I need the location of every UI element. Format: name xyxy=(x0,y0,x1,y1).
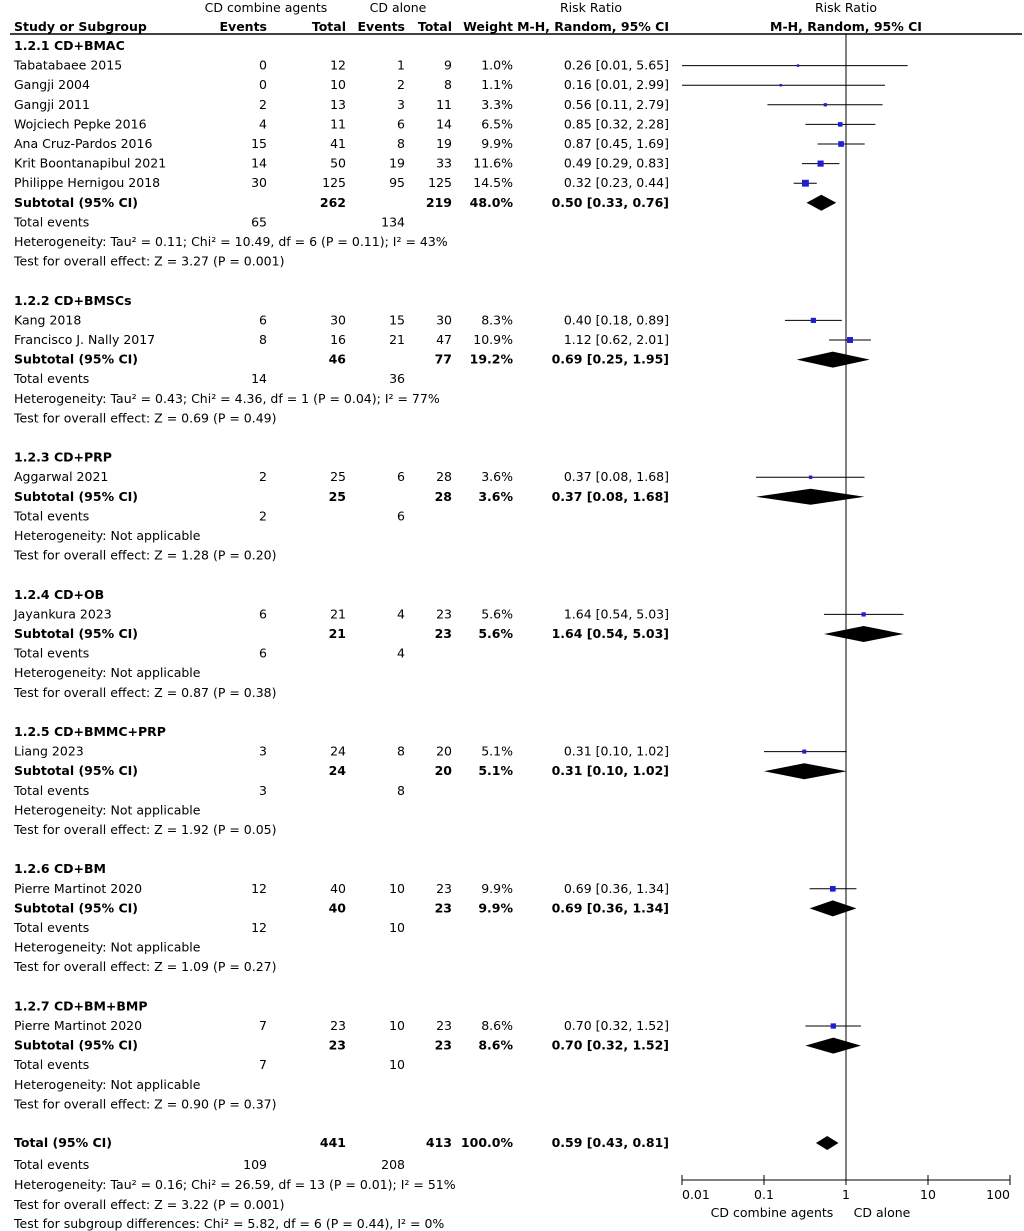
study-weight: 1.0% xyxy=(481,57,513,73)
total-events-label: Total events xyxy=(14,920,90,935)
study-name: Gangji 2004 xyxy=(14,77,90,93)
subtotal-diamond xyxy=(824,626,903,642)
study-total-combine: 40 xyxy=(330,880,346,896)
study-total-alone: 125 xyxy=(428,175,452,191)
subtotal-total-alone: 77 xyxy=(434,351,452,367)
header-total-alone: Total xyxy=(417,19,452,34)
study-name: Gangji 2011 xyxy=(14,96,90,112)
study-events-alone: 10 xyxy=(389,880,405,896)
study-weight: 5.6% xyxy=(481,606,513,622)
study-events-combine: 12 xyxy=(251,880,267,896)
header-study: Study or Subgroup xyxy=(14,19,147,34)
study-ci-text: 0.16 [0.01, 2.99] xyxy=(563,77,669,93)
grand-total-total-combine: 441 xyxy=(319,1135,346,1150)
grand-total-events-label: Total events xyxy=(14,1157,90,1172)
study-weight: 5.1% xyxy=(481,743,513,759)
header-plot-title: Risk Ratio xyxy=(815,0,877,15)
total-events-combine: 12 xyxy=(251,920,267,935)
total-events-alone: 10 xyxy=(389,1057,405,1073)
grand-total-ci-text: 0.59 [0.43, 0.81] xyxy=(551,1135,669,1150)
study-ci-text: 0.32 [0.23, 0.44] xyxy=(563,175,669,191)
study-total-combine: 13 xyxy=(330,96,346,112)
total-events-alone: 134 xyxy=(381,214,405,230)
study-total-combine: 23 xyxy=(330,1018,346,1033)
heterogeneity-text: Heterogeneity: Not applicable xyxy=(14,939,201,955)
total-events-label: Total events xyxy=(14,214,90,230)
study-name: Tabatabaee 2015 xyxy=(14,57,123,73)
subtotal-total-combine: 40 xyxy=(328,900,346,916)
total-events-combine: 6 xyxy=(259,645,267,661)
study-point-estimate xyxy=(809,475,812,478)
heterogeneity-text: Heterogeneity: Not applicable xyxy=(14,802,201,818)
study-weight: 11.6% xyxy=(473,155,513,171)
study-events-combine: 0 xyxy=(259,77,267,93)
study-name: Wojciech Pepke 2016 xyxy=(14,116,147,132)
study-events-combine: 15 xyxy=(251,136,267,151)
study-weight: 9.9% xyxy=(481,136,513,151)
x-axis-tick-label: 100 xyxy=(986,1187,1010,1202)
subtotal-weight: 48.0% xyxy=(469,194,513,210)
study-total-combine: 41 xyxy=(330,136,346,151)
study-total-alone: 23 xyxy=(436,606,452,622)
study-total-alone: 28 xyxy=(436,469,452,485)
overall-effect-text: Test for overall effect: Z = 1.28 (P = 0.20) xyxy=(14,547,277,563)
study-point-estimate xyxy=(831,1023,836,1028)
header-plot-method: M-H, Random, 95% CI xyxy=(770,19,922,34)
total-events-combine: 2 xyxy=(259,508,267,524)
study-weight: 1.1% xyxy=(481,77,513,93)
subtotal-ci-text: 0.70 [0.32, 1.52] xyxy=(551,1037,669,1053)
total-events-alone: 6 xyxy=(397,508,405,524)
study-total-combine: 30 xyxy=(330,312,346,328)
study-events-alone: 3 xyxy=(397,96,405,112)
subtotal-total-combine: 25 xyxy=(328,488,346,504)
study-name: Ana Cruz-Pardos 2016 xyxy=(14,136,153,151)
header-group-combine: CD combine agents xyxy=(204,0,328,15)
subtotal-weight: 3.6% xyxy=(478,488,513,504)
study-name: Krit Boontanapibul 2021 xyxy=(14,155,167,171)
grand-total-diamond xyxy=(816,1136,839,1150)
study-events-alone: 95 xyxy=(389,175,405,191)
header-total-combine: Total xyxy=(311,19,346,34)
study-point-estimate xyxy=(824,103,827,106)
study-total-alone: 14 xyxy=(436,116,452,132)
subtotal-weight: 5.6% xyxy=(478,626,513,641)
header-weight: Weight xyxy=(463,19,513,34)
study-events-combine: 4 xyxy=(259,116,267,132)
heterogeneity-text: Heterogeneity: Tau² = 0.43; Chi² = 4.36, df = 1 (P = 0.04); I² = 77% xyxy=(14,390,440,406)
total-events-label: Total events xyxy=(14,371,90,387)
study-events-combine: 0 xyxy=(259,57,267,73)
study-total-combine: 10 xyxy=(330,77,346,93)
study-total-alone: 33 xyxy=(436,155,452,171)
subtotal-total-alone: 20 xyxy=(434,763,452,779)
overall-effect-text: Test for overall effect: Z = 1.92 (P = 0.05) xyxy=(14,822,277,837)
study-point-estimate xyxy=(811,318,816,323)
study-events-alone: 19 xyxy=(389,155,405,171)
total-events-alone: 10 xyxy=(389,920,405,935)
study-ci-text: 0.85 [0.32, 2.28] xyxy=(563,116,669,132)
subtotal-label: Subtotal (95% CI) xyxy=(14,626,138,641)
study-weight: 10.9% xyxy=(473,332,513,347)
study-events-combine: 14 xyxy=(251,155,267,171)
subtotal-weight: 5.1% xyxy=(478,763,513,779)
favours-right-label: CD alone xyxy=(853,1205,911,1220)
study-point-estimate xyxy=(830,886,836,892)
subtotal-total-combine: 21 xyxy=(328,626,346,641)
study-name: Aggarwal 2021 xyxy=(14,469,109,485)
study-name: Jayankura 2023 xyxy=(14,606,112,622)
total-events-label: Total events xyxy=(14,508,90,524)
study-events-alone: 4 xyxy=(397,606,405,622)
study-total-combine: 12 xyxy=(330,57,346,73)
total-events-combine: 3 xyxy=(259,782,267,798)
overall-effect-text: Test for overall effect: Z = 0.69 (P = 0.49) xyxy=(14,410,277,426)
subtotal-total-alone: 23 xyxy=(434,626,452,641)
header-events-alone: Events xyxy=(357,19,405,34)
favours-left-label: CD combine agents xyxy=(710,1205,834,1220)
study-point-estimate xyxy=(779,84,782,87)
x-axis-tick-label: 0.01 xyxy=(682,1187,710,1202)
study-weight: 3.3% xyxy=(481,96,513,112)
study-weight: 3.6% xyxy=(481,469,513,485)
study-total-alone: 19 xyxy=(436,136,452,151)
subtotal-total-alone: 23 xyxy=(434,1037,452,1053)
study-name: Kang 2018 xyxy=(14,312,82,328)
grand-heterogeneity-text: Heterogeneity: Tau² = 0.16; Chi² = 26.59, df = 13 (P = 0.01); I² = 51% xyxy=(14,1177,456,1192)
study-name: Pierre Martinot 2020 xyxy=(14,880,143,896)
header-rr-method: M-H, Random, 95% CI xyxy=(517,19,669,34)
x-axis-tick-label: 0.1 xyxy=(754,1187,774,1202)
subgroup-title: 1.2.3 CD+PRP xyxy=(14,449,112,465)
study-total-alone: 23 xyxy=(436,880,452,896)
study-total-alone: 11 xyxy=(436,96,452,112)
study-ci-text: 0.40 [0.18, 0.89] xyxy=(563,312,669,328)
header-events-combine: Events xyxy=(219,19,267,34)
study-events-combine: 6 xyxy=(259,312,267,328)
subtotal-total-alone: 28 xyxy=(434,488,452,504)
study-ci-text: 0.31 [0.10, 1.02] xyxy=(563,743,669,759)
total-events-label: Total events xyxy=(14,782,90,798)
study-total-alone: 23 xyxy=(436,1018,452,1033)
total-events-label: Total events xyxy=(14,645,90,661)
subtotal-label: Subtotal (95% CI) xyxy=(14,194,138,210)
header-group-alone: CD alone xyxy=(369,0,427,15)
total-events-combine: 7 xyxy=(259,1057,267,1073)
heterogeneity-text: Heterogeneity: Not applicable xyxy=(14,1076,201,1092)
subtotal-total-combine: 24 xyxy=(328,763,346,779)
subtotal-ci-text: 0.50 [0.33, 0.76] xyxy=(551,194,669,210)
total-events-alone: 36 xyxy=(389,371,405,387)
subtotal-ci-text: 0.37 [0.08, 1.68] xyxy=(551,488,669,504)
x-axis-tick-label: 1 xyxy=(842,1187,850,1202)
total-events-combine: 65 xyxy=(251,214,267,230)
study-ci-text: 0.87 [0.45, 1.69] xyxy=(563,136,669,151)
subtotal-ci-text: 1.64 [0.54, 5.03] xyxy=(551,626,669,641)
subtotal-diamond xyxy=(756,489,864,505)
overall-effect-text: Test for overall effect: Z = 0.87 (P = 0.38) xyxy=(14,684,277,700)
study-events-alone: 15 xyxy=(389,312,405,328)
study-total-alone: 9 xyxy=(444,57,452,73)
study-ci-text: 1.12 [0.62, 2.01] xyxy=(563,332,669,347)
study-ci-text: 0.69 [0.36, 1.34] xyxy=(563,880,669,896)
subtotal-label: Subtotal (95% CI) xyxy=(14,351,138,367)
grand-total-events-alone: 208 xyxy=(381,1157,405,1172)
total-events-alone: 8 xyxy=(397,782,405,798)
subtotal-diamond xyxy=(805,1038,860,1054)
study-total-combine: 125 xyxy=(322,175,346,191)
overall-effect-text: Test for overall effect: Z = 0.90 (P = 0.37) xyxy=(14,1096,277,1112)
study-point-estimate xyxy=(802,180,809,187)
grand-total-total-alone: 413 xyxy=(425,1135,452,1150)
study-events-alone: 1 xyxy=(397,57,405,73)
study-point-estimate xyxy=(802,750,806,754)
subtotal-diamond xyxy=(797,352,870,368)
subtotal-ci-text: 0.69 [0.36, 1.34] xyxy=(551,900,669,916)
study-ci-text: 0.49 [0.29, 0.83] xyxy=(563,155,669,171)
subtotal-diamond xyxy=(764,763,847,779)
overall-effect-text: Test for overall effect: Z = 3.27 (P = 0.001) xyxy=(14,253,285,269)
grand-total-label: Total (95% CI) xyxy=(14,1135,113,1150)
study-point-estimate xyxy=(847,337,853,343)
study-events-alone: 21 xyxy=(389,332,405,347)
study-weight: 14.5% xyxy=(473,175,513,191)
subtotal-weight: 8.6% xyxy=(478,1037,513,1053)
heterogeneity-text: Heterogeneity: Not applicable xyxy=(14,528,201,543)
subtotal-total-alone: 23 xyxy=(434,900,452,916)
study-events-combine: 30 xyxy=(251,175,267,191)
subgroup-differences-text: Test for subgroup differences: Chi² = 5.82, df = 6 (P = 0.44), I² = 0% xyxy=(14,1216,445,1231)
subtotal-ci-text: 0.69 [0.25, 1.95] xyxy=(551,351,669,367)
subtotal-diamond xyxy=(810,900,857,916)
subgroup-title: 1.2.2 CD+BMSCs xyxy=(14,292,132,308)
subgroup-title: 1.2.5 CD+BMMC+PRP xyxy=(14,724,166,739)
study-weight: 9.9% xyxy=(481,880,513,896)
study-events-combine: 7 xyxy=(259,1018,267,1033)
study-ci-text: 1.64 [0.54, 5.03] xyxy=(563,606,669,622)
study-weight: 6.5% xyxy=(481,116,513,132)
study-events-combine: 2 xyxy=(259,469,267,485)
x-axis-tick-label: 10 xyxy=(920,1187,936,1202)
study-total-combine: 16 xyxy=(330,332,346,347)
heterogeneity-text: Heterogeneity: Not applicable xyxy=(14,665,201,681)
subtotal-ci-text: 0.31 [0.10, 1.02] xyxy=(551,763,669,779)
subgroup-title: 1.2.4 CD+OB xyxy=(14,586,105,602)
study-name: Pierre Martinot 2020 xyxy=(14,1018,143,1033)
study-events-alone: 10 xyxy=(389,1018,405,1033)
study-events-alone: 6 xyxy=(397,116,405,132)
study-point-estimate xyxy=(797,64,800,67)
study-ci-text: 0.26 [0.01, 5.65] xyxy=(563,57,669,73)
grand-overall-effect-text: Test for overall effect: Z = 3.22 (P = 0.001) xyxy=(14,1197,285,1212)
overall-effect-text: Test for overall effect: Z = 1.09 (P = 0.27) xyxy=(14,959,277,975)
study-total-alone: 47 xyxy=(436,332,452,347)
study-point-estimate xyxy=(861,612,865,616)
subtotal-label: Subtotal (95% CI) xyxy=(14,763,138,779)
study-total-combine: 50 xyxy=(330,155,346,171)
study-events-alone: 8 xyxy=(397,743,405,759)
study-events-combine: 8 xyxy=(259,332,267,347)
study-events-combine: 6 xyxy=(259,606,267,622)
study-point-estimate xyxy=(838,122,843,127)
study-ci-text: 0.70 [0.32, 1.52] xyxy=(563,1018,669,1033)
subgroup-title: 1.2.7 CD+BM+BMP xyxy=(14,998,148,1014)
study-ci-text: 0.37 [0.08, 1.68] xyxy=(563,469,669,485)
study-weight: 8.6% xyxy=(481,1018,513,1033)
study-point-estimate xyxy=(818,161,824,167)
subgroup-title: 1.2.6 CD+BM xyxy=(14,861,106,877)
total-events-alone: 4 xyxy=(397,645,405,661)
subtotal-total-combine: 262 xyxy=(319,194,346,210)
study-events-alone: 2 xyxy=(397,77,405,93)
study-name: Philippe Hernigou 2018 xyxy=(14,175,161,191)
study-events-alone: 8 xyxy=(397,136,405,151)
study-total-combine: 24 xyxy=(330,743,346,759)
subtotal-label: Subtotal (95% CI) xyxy=(14,488,138,504)
heterogeneity-text: Heterogeneity: Tau² = 0.11; Chi² = 10.49, df = 6 (P = 0.11); I² = 43% xyxy=(14,234,448,249)
subtotal-diamond xyxy=(807,195,837,211)
subtotal-label: Subtotal (95% CI) xyxy=(14,1037,138,1053)
study-point-estimate xyxy=(838,141,844,147)
grand-total-events-combine: 109 xyxy=(243,1157,267,1172)
subtotal-total-combine: 23 xyxy=(328,1037,346,1053)
study-events-combine: 2 xyxy=(259,96,267,112)
study-total-combine: 21 xyxy=(330,606,346,622)
study-total-alone: 8 xyxy=(444,77,452,93)
total-events-combine: 14 xyxy=(251,371,267,387)
subtotal-weight: 9.9% xyxy=(478,900,513,916)
grand-total-weight: 100.0% xyxy=(460,1135,513,1150)
study-name: Francisco J. Nally 2017 xyxy=(14,332,156,347)
total-events-label: Total events xyxy=(14,1057,90,1073)
study-events-combine: 3 xyxy=(259,743,267,759)
study-total-alone: 30 xyxy=(436,312,452,328)
subtotal-total-combine: 46 xyxy=(328,351,346,367)
study-ci-text: 0.56 [0.11, 2.79] xyxy=(563,96,669,112)
study-total-combine: 11 xyxy=(330,116,346,132)
subgroup-title: 1.2.1 CD+BMAC xyxy=(14,38,125,53)
study-events-alone: 6 xyxy=(397,469,405,485)
study-total-combine: 25 xyxy=(330,469,346,485)
subtotal-weight: 19.2% xyxy=(469,351,513,367)
subtotal-label: Subtotal (95% CI) xyxy=(14,900,138,916)
subtotal-total-alone: 219 xyxy=(425,194,452,210)
header-risk-ratio: Risk Ratio xyxy=(560,0,622,15)
study-weight: 8.3% xyxy=(481,312,513,328)
study-total-alone: 20 xyxy=(436,743,452,759)
study-name: Liang 2023 xyxy=(14,743,84,759)
